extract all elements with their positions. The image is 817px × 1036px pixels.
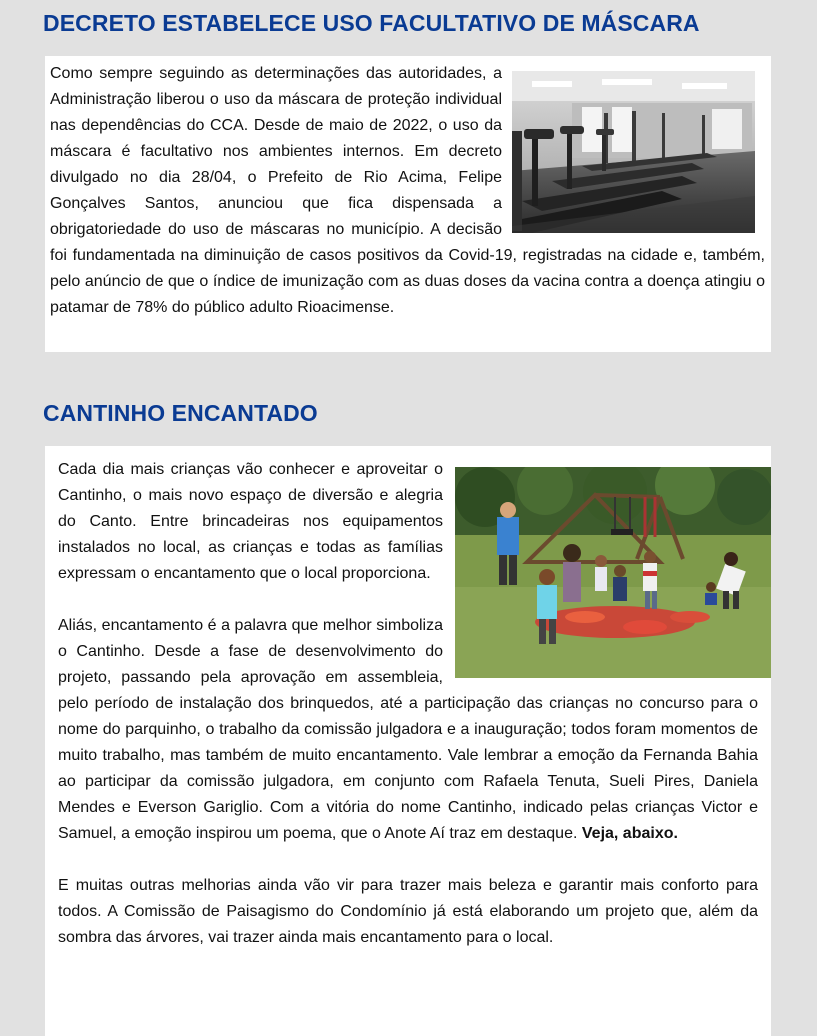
emphasis-text: Veja, abaixo. — [581, 825, 678, 842]
article-body-cantinho — [58, 457, 758, 951]
article-card-mascara — [45, 56, 771, 352]
playground-photo — [455, 467, 771, 678]
article-paragraph: Como sempre seguindo as determinações das autoridades, a Administração liberou o uso da máscara de proteção individual nas dependências do CCA. Desde de maio de 2022, o uso da máscara é facultativo nos ambientes internos. Em decreto divulgado no dia 28/04, o Prefeito de Rio Acima, Felipe Gonçalves Santos, anunciou que fica dispensada a obrigatoriedade do uso de máscaras no município. A decisão foi fundamentada na diminuição de casos positivos da Covid-19, registradas na cidade e, também, pelo anúncio de que o índice de imunização com as duas doses da vacina contra a doença atingiu o patamar de 78% do público adulto Rioacimense. — [50, 65, 765, 316]
article-paragraph-text: Aliás, encantamento é a palavra que melhor simboliza o Cantinho. Desde a fase de desenvolvimento do projeto, passando pela aprovação em assembleia, pelo período de instalação dos brinquedos, até a participação das crianças no concurso para o nome do parquinho, o trabalho da comissão julgadora e a inauguração; todos foram momentos de muito trabalho, mas também de muito encantamento. Vale lembrar a emoção da Fernanda Bahia ao participar da comissão julgadora, em conjunto com Rafaela Tenuta, Sueli Pires, Daniela Mendes e Everson Gariglio. Com a vitória do nome Cantinho, indicado pelas crianças Victor e Samuel, a emoção inspirou um poema, que o Anote Aí traz em destaque. — [58, 617, 758, 842]
section-title-cantinho: CANTINHO ENCANTADO — [43, 400, 318, 426]
article-card-cantinho — [45, 446, 771, 1036]
article-body-mascara — [50, 61, 765, 321]
article-paragraph: E muitas outras melhorias ainda vão vir para trazer mais beleza e garantir mais conforto para todos. A Comissão de Paisagismo do Condomínio já está elaborando um projeto que, além da sombra das árvores, vai trazer ainda mais encantamento para o local. — [58, 877, 758, 946]
article-paragraph: Cada dia mais crianças vão conhecer e aproveitar o Cantinho, o mais novo espaço de diversão e alegria do Canto. Entre brincadeiras nos equipamentos instalados no local, as crianças e todas as famílias expressam o encantamento que o local proporciona. — [58, 461, 443, 582]
gym-photo — [512, 71, 755, 233]
section-title-mascara: DECRETO ESTABELECE USO FACULTATIVO DE MÁSCARA — [43, 10, 700, 36]
